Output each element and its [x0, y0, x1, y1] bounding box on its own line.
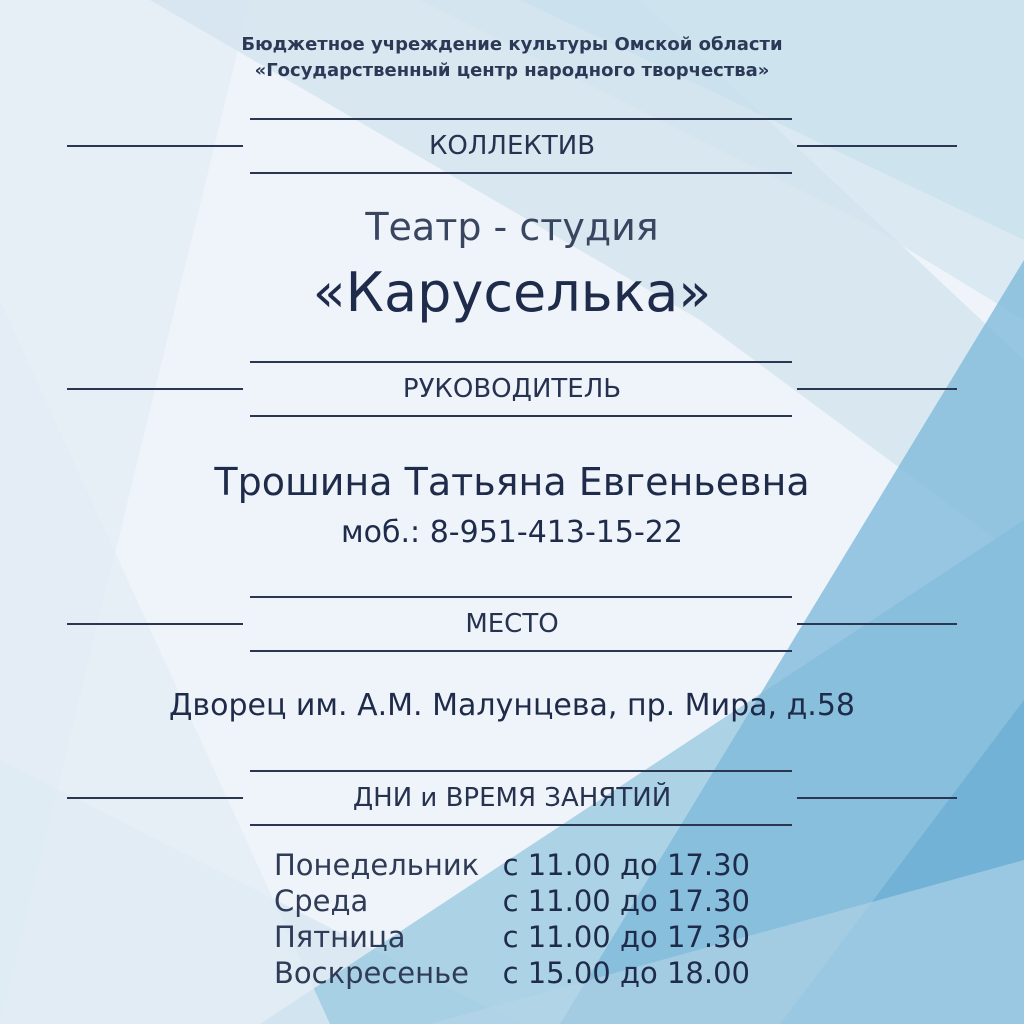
divider [250, 596, 792, 598]
collective-name: «Каруселька» [312, 261, 712, 324]
divider [250, 824, 792, 826]
section-schedule [0, 770, 1024, 828]
section-collective [0, 118, 1024, 176]
divider [250, 172, 792, 174]
schedule-time: с 15.00 до 18.00 [502, 956, 750, 990]
leader-phone: моб.: 8-951-413-15-22 [341, 515, 683, 550]
divider [250, 415, 792, 417]
schedule-row [274, 955, 774, 991]
schedule-day: Понедельник [274, 848, 480, 882]
schedule-day: Воскресенье [274, 956, 470, 990]
section-leader [0, 361, 1024, 419]
section-label-collective: КОЛЛЕКТИВ [428, 131, 596, 161]
divider [250, 770, 792, 772]
divider [250, 650, 792, 652]
section-place [0, 596, 1024, 654]
section-label-schedule: ДНИ и ВРЕМЯ ЗАНЯТИЙ [352, 783, 672, 813]
schedule-row [274, 847, 774, 883]
organization-line-2: «Государственный центр народного творчества» [254, 60, 770, 81]
divider [250, 118, 792, 120]
schedule-row [274, 883, 774, 919]
schedule-time: с 11.00 до 17.30 [502, 848, 750, 882]
collective-type: Театр - студия [365, 205, 659, 249]
schedule-day: Пятница [274, 920, 406, 954]
divider [250, 361, 792, 363]
organization-header [0, 32, 1024, 84]
schedule-day: Среда [274, 884, 369, 918]
section-label-place: МЕСТО [465, 609, 559, 639]
place-address: Дворец им. А.М. Малунцева, пр. Мира, д.58 [168, 688, 856, 723]
organization-line-1: Бюджетное учреждение культуры Омской области [241, 34, 783, 55]
section-label-leader: РУКОВОДИТЕЛЬ [402, 374, 622, 404]
leader-name: Трошина Татьяна Евгеньевна [214, 460, 810, 504]
schedule-row [274, 919, 774, 955]
schedule-time: с 11.00 до 17.30 [502, 920, 750, 954]
schedule-time: с 11.00 до 17.30 [502, 884, 750, 918]
schedule-list [274, 847, 774, 991]
